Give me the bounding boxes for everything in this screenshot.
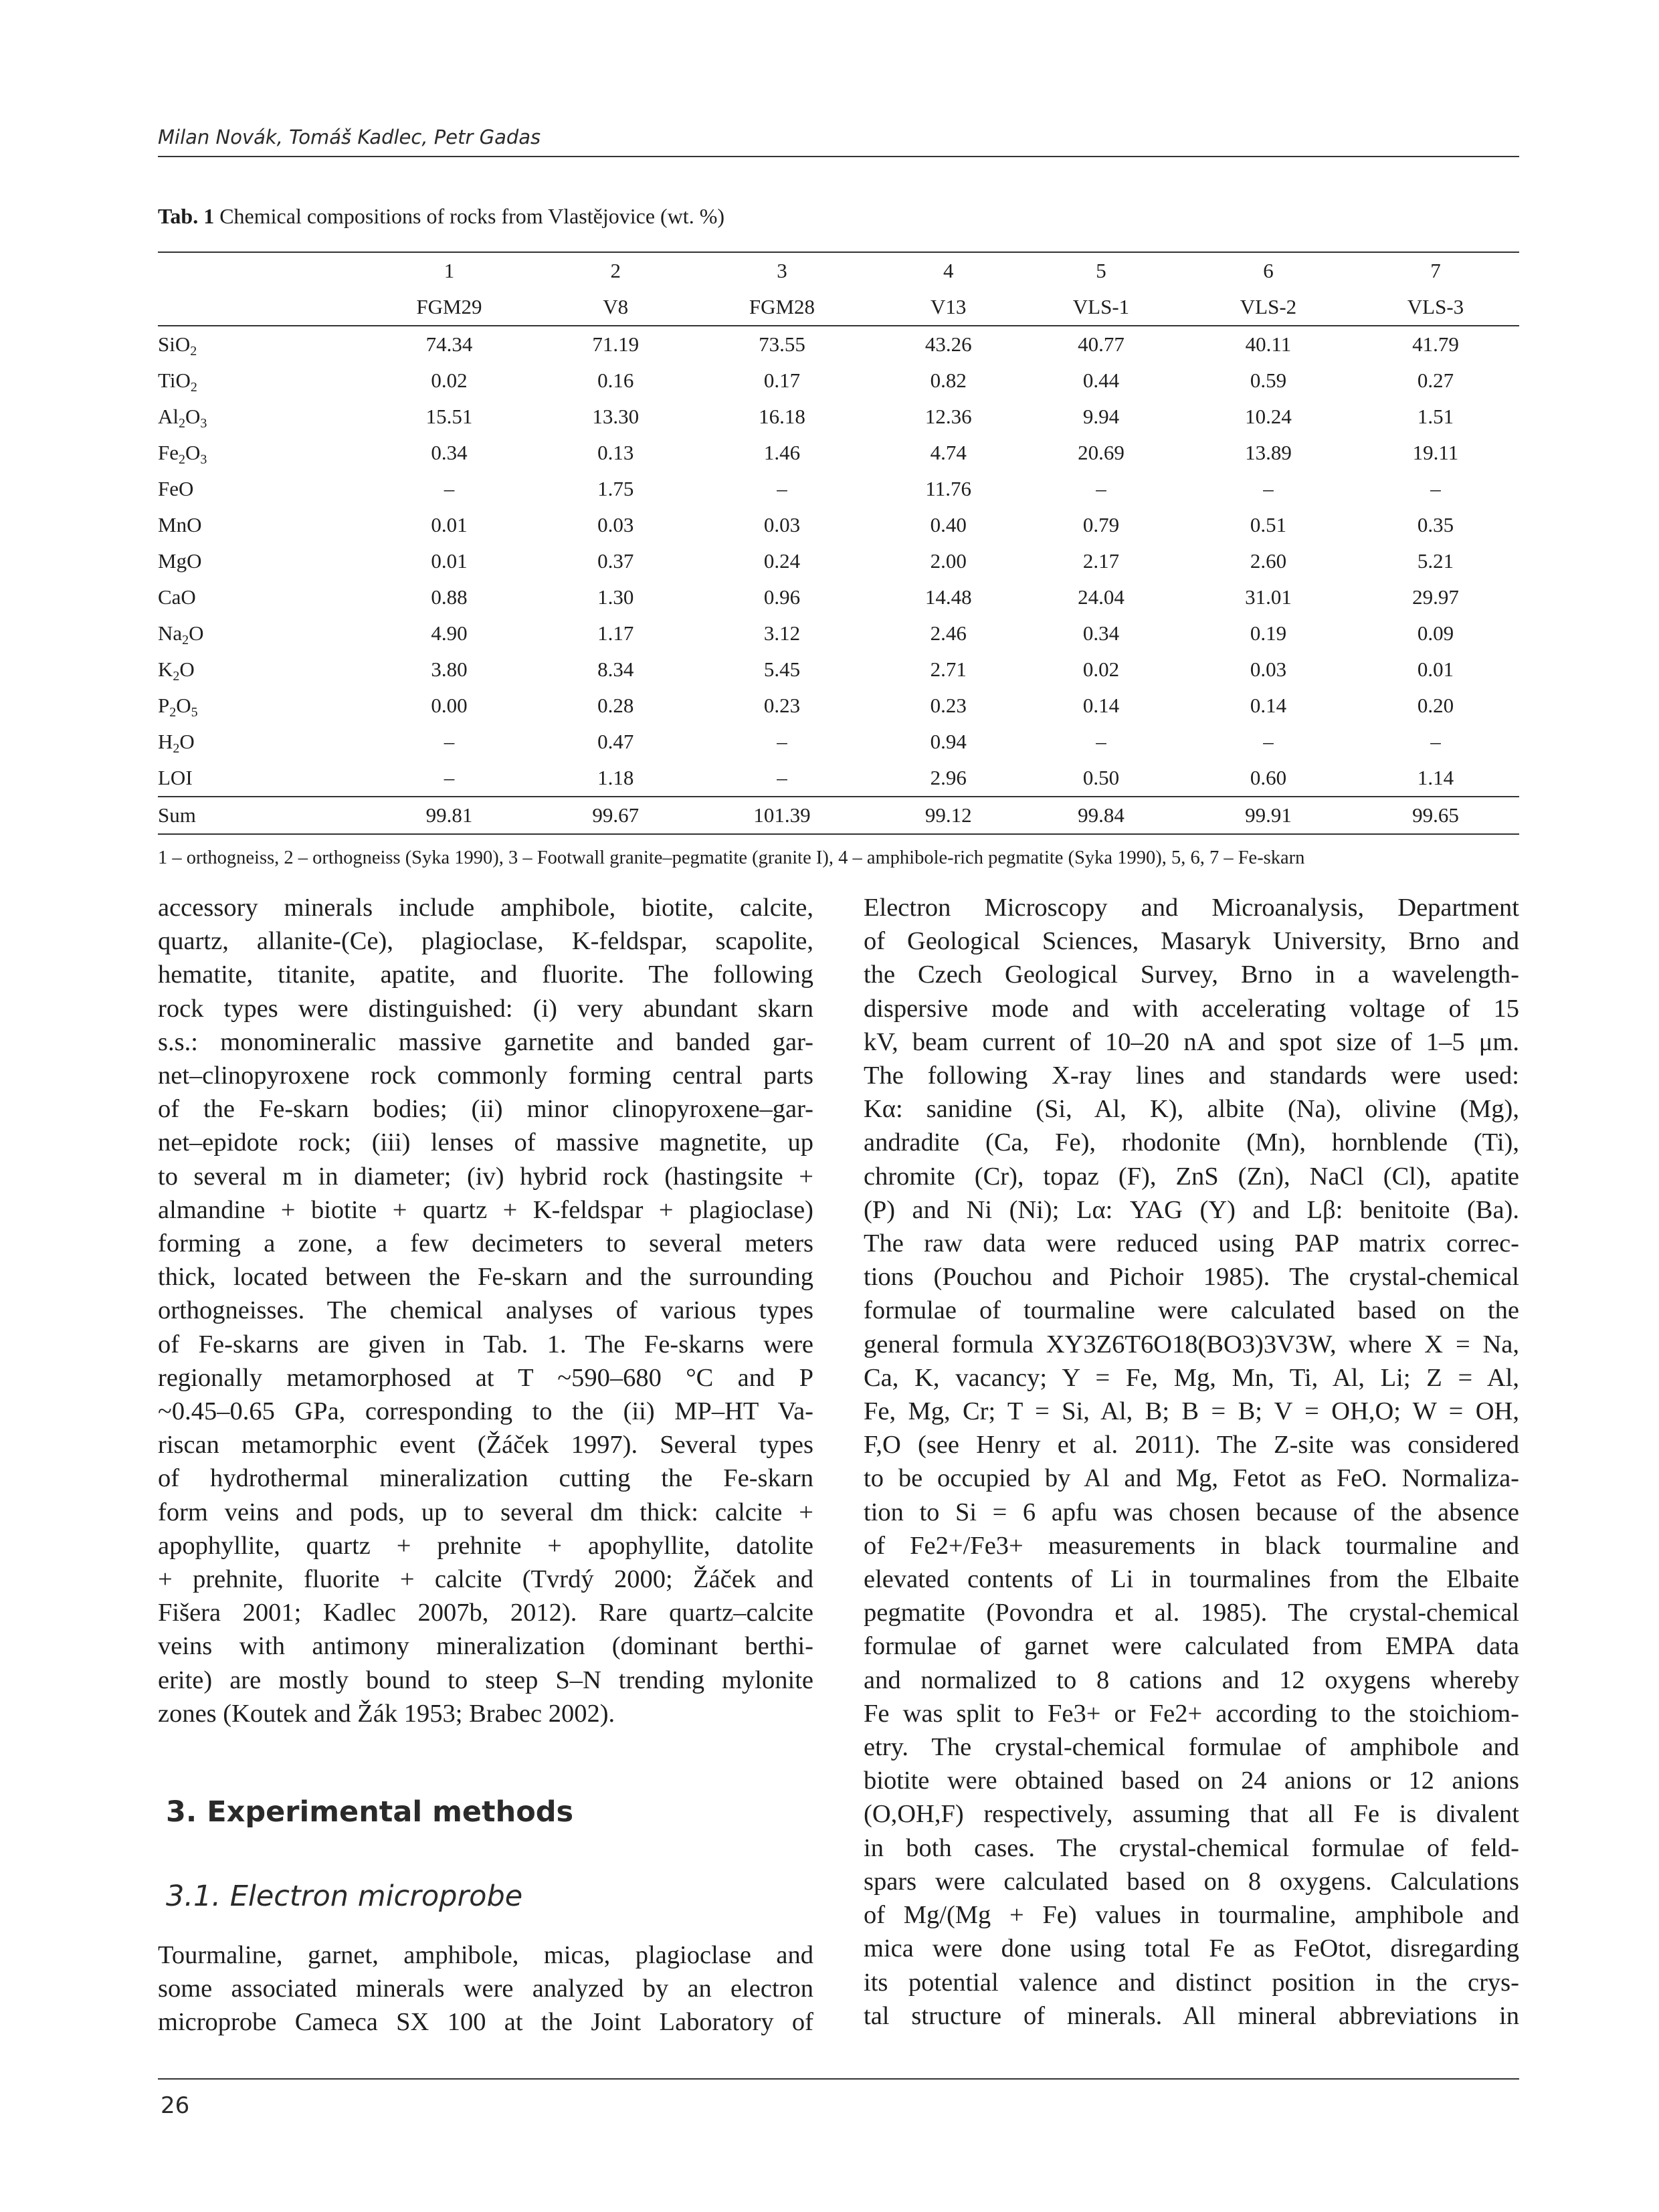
text-line: of hydrothermal mineralization cutting the Fe-skarn [158,1464,813,1493]
table-cell: 0.01 [431,549,468,573]
table-cell: 5.21 [1417,549,1454,573]
text-line: hematite, titanite, apatite, and fluorite. The following [158,961,813,989]
table-cell: 0.79 [1082,513,1120,536]
table-cell: 99.65 [1412,803,1459,827]
column-sample: VLS-2 [1240,295,1297,318]
text-line: apophyllite, quartz + prehnite + apophyllite, datolite [158,1531,813,1560]
text-line: thick, located between the Fe-skarn and the surrounding [158,1263,813,1292]
text-line: of Mg/(Mg + Fe) values in tourmaline, amphibole and [864,1901,1519,1930]
table-header-numbers [158,252,1519,289]
table-row [158,760,1519,797]
text-line: Kα: sanidine (Si, Al, K), albite (Na), olivine (Mg), [864,1095,1519,1124]
text-line: chromite (Cr), topaz (F), ZnS (Zn), NaCl (Cl), apatite [864,1162,1519,1191]
oxide-label: MnO [158,513,202,536]
table-row [158,724,1519,760]
table-cell: – [444,766,455,789]
table-cell: 0.03 [763,513,801,536]
oxide-label: SiO$_2$ [158,332,197,359]
oxide-label: TiO$_2$ [158,369,197,395]
text-line: riscan metamorphic event (Žáček 1997). Several types [158,1431,813,1460]
table-cell: 5.45 [763,658,801,681]
text-line: of Geological Sciences, Masaryk University, Brno and [864,927,1519,956]
table-footnote: 1 – orthogneiss, 2 – orthogneiss (Syka 1990), 3 – Footwall granite–pegmatite (granite I), 4 – amphibole-rich pegmatite (Syka 1990), 5, 6, 7 – Fe-skarn [158,847,1305,868]
table-cell: 99.91 [1245,803,1292,827]
text-line: rock types were distinguished: (i) very abundant skarn [158,994,813,1023]
oxide-label: MgO [158,549,202,573]
table-caption [158,204,724,229]
text-line: net–clinopyroxene rock commonly forming central parts [158,1062,813,1090]
table-cell: 0.19 [1250,621,1287,645]
table-cell: 0.60 [1250,766,1287,789]
table-cell: 99.67 [592,803,640,827]
column-sample: V13 [931,295,967,318]
table-cell: – [1263,477,1274,500]
table-cell: 74.34 [425,332,473,356]
text-line: veins with antimony mineralization (dominant berthi- [158,1632,813,1661]
text-line: quartz, allanite-(Ce), plagioclase, K-feldspar, scapolite, [158,927,813,956]
footer-rule [158,2078,1519,2080]
table-cell: – [777,766,787,789]
text-line: spars were calculated based on 8 oxygens. Calculations [864,1867,1519,1896]
running-head: Milan Novák, Tomáš Kadlec, Petr Gadas [158,126,541,148]
table-row [158,507,1519,543]
column-sample: VLS-1 [1072,295,1130,318]
oxide-label: $Fe_2O_3$ [158,441,207,467]
table-cell: 0.20 [1417,694,1454,717]
text-line: Tourmaline, garnet, amphibole, micas, plagioclase and [158,1941,813,1969]
table-cell: 0.17 [763,369,801,392]
oxide-label: $Na_2O$ [158,621,204,647]
table-caption-text: Chemical compositions of rocks from Vlastějovice (wt. %) [219,204,724,228]
table-row [158,363,1519,399]
column-number: 2 [610,259,621,282]
text-line: its potential valence and distinct position in the crys- [864,1968,1519,1997]
table-cell: 2.46 [930,621,967,645]
table-cell: 20.69 [1078,441,1125,464]
text-line: almandine + biotite + quartz + K-feldspar + plagioclase) [158,1195,813,1224]
text-line: and normalized to 8 cations and 12 oxygens whereby [864,1666,1519,1694]
table-cell: 0.14 [1250,694,1287,717]
table-cell: 1.30 [597,585,634,609]
text-line: tal structure of minerals. All mineral abbreviations in [864,2001,1519,2030]
table-cell: 2.17 [1082,549,1120,573]
text-line: formulae of garnet were calculated from EMPA data [864,1632,1519,1661]
text-line: the Czech Geological Survey, Brno in a wavelength- [864,961,1519,989]
table-row [158,579,1519,615]
table-cell: – [444,730,455,753]
table-cell: – [1096,730,1106,753]
chemical-composition-table [158,252,1519,835]
table-cell: 0.94 [930,730,967,753]
table-cell: 0.44 [1082,369,1120,392]
table-cell: 0.47 [597,730,634,753]
table-cell: 0.96 [763,585,801,609]
table-cell: 0.23 [930,694,967,717]
oxide-label: CaO [158,585,196,609]
table-cell: 0.03 [597,513,634,536]
text-line: to several m in diameter; (iv) hybrid rock (hastingsite + [158,1162,813,1191]
table-cell: 0.51 [1250,513,1287,536]
header-rule [158,156,1519,157]
table-cell: 2.71 [930,658,967,681]
oxide-label: Sum [158,803,196,827]
table-header-samples [158,289,1519,326]
table-cell: 0.16 [597,369,634,392]
text-line: The raw data were reduced using PAP matrix correc- [864,1229,1519,1258]
table-cell: 24.04 [1078,585,1125,609]
text-line: tion to Si = 6 apfu was chosen because of the absence [864,1498,1519,1526]
table-cell: 1.75 [597,477,634,500]
text-line: tions (Pouchou and Pichoir 1985). The crystal-chemical [864,1263,1519,1292]
table-cell: 99.81 [425,803,473,827]
text-line: net–epidote rock; (iii) lenses of massive magnetite, up [158,1128,813,1157]
text-line: Ca, K, vacancy; Y = Fe, Mg, Mn, Ti, Al, Li; Z = Al, [864,1363,1519,1392]
text-line: (O,OH,F) respectively, assuming that all Fe is divalent [864,1800,1519,1829]
table-body [158,326,1519,834]
table-cell: – [777,477,787,500]
text-line: to be occupied by Al and Mg, Fetot as FeO. Normaliza- [864,1464,1519,1493]
table-cell: 14.48 [924,585,972,609]
table-cell: 13.89 [1245,441,1292,464]
table-cell: 0.02 [1082,658,1120,681]
text-line: orthogneisses. The chemical analyses of various types [158,1296,813,1325]
table-cell: – [1263,730,1274,753]
text-line: ~0.45–0.65 GPa, corresponding to the (ii) MP–HT Va- [158,1397,813,1426]
left-text-column [158,891,813,1730]
table-cell: 99.84 [1078,803,1125,827]
table-row [158,688,1519,724]
table-row [158,651,1519,688]
table-row [158,326,1519,363]
text-line: biotite were obtained based on 24 anions or 12 anions [864,1767,1519,1795]
table-header-corner [158,289,352,326]
table-cell: 0.59 [1250,369,1287,392]
table-cell: – [777,730,787,753]
text-line: Electron Microscopy and Microanalysis, Department [864,894,1519,922]
table-row [158,543,1519,579]
left-bottom-text [158,1938,813,2039]
table-cell: 99.12 [924,803,972,827]
table-row [158,615,1519,651]
text-line: F,O (see Henry et al. 2011). The Z-site was considered [864,1431,1519,1460]
table-cell: – [1430,477,1441,500]
table-cell: 8.34 [597,658,634,681]
table-cell: 12.36 [924,405,972,428]
text-line: The following X-ray lines and standards were used: [864,1062,1519,1090]
text-line: erite) are mostly bound to steep S–N trending mylonite [158,1666,813,1694]
table-cell: – [1096,477,1106,500]
table-cell: 15.51 [425,405,473,428]
column-sample: V8 [603,295,629,318]
text-line: + prehnite, fluorite + calcite (Tvrdý 2000; Žáček and [158,1565,813,1594]
column-number: 1 [444,259,455,282]
table-cell: 19.11 [1412,441,1459,464]
page-number: 26 [161,2092,190,2119]
table-cell: 16.18 [759,405,805,428]
table-cell: 0.01 [431,513,468,536]
table-cell: 2.60 [1250,549,1287,573]
table-row [158,471,1519,507]
table-cell: 0.28 [597,694,634,717]
column-sample: FGM28 [749,295,815,318]
text-line: s.s.: monomineralic massive garnetite and banded gar- [158,1027,813,1056]
column-number: 3 [777,259,787,282]
text-line: zones (Koutek and Žák 1953; Brabec 2002). [158,1699,615,1728]
table-cell: 0.09 [1417,621,1454,645]
text-line: andradite (Ca, Fe), rhodonite (Mn), hornblende (Ti), [864,1128,1519,1157]
table-cell: 0.23 [763,694,801,717]
table-cell: 3.80 [431,658,468,681]
text-line: dispersive mode and with accelerating voltage of 15 [864,994,1519,1023]
subsection-heading: 3.1. Electron microprobe [166,1880,523,1913]
column-number: 4 [943,259,954,282]
table-cell: 43.26 [924,332,972,356]
table-cell: 1.14 [1417,766,1454,789]
table-cell: 0.40 [930,513,967,536]
text-line: regionally metamorphosed at T ~590–680 °C and P [158,1363,813,1392]
table-row [158,435,1519,471]
table-cell: 40.11 [1245,332,1292,356]
table-cell: 40.77 [1078,332,1125,356]
right-text-column [864,891,1519,2033]
oxide-label: $K_2O$ [158,658,195,684]
table-cell: 0.13 [597,441,634,464]
table-cell: 0.50 [1082,766,1120,789]
table-cell: – [1430,730,1441,753]
table-cell: 0.34 [1082,621,1120,645]
table-cell: 1.51 [1417,405,1454,428]
table-header-corner [158,252,352,289]
table-cell: 10.24 [1245,405,1292,428]
column-number: 6 [1263,259,1274,282]
table-cell: – [444,477,455,500]
text-line: (P) and Ni (Ni); Lα: YAG (Y) and Lβ: benitoite (Ba). [864,1195,1519,1224]
table-cell: 1.18 [597,766,634,789]
table-cell: 73.55 [759,332,805,356]
table-cell: 0.00 [431,694,468,717]
table-cell: 1.17 [597,621,634,645]
text-line: form veins and pods, up to several dm thick: calcite + [158,1498,813,1526]
table-cell: 11.76 [925,477,971,500]
text-line: forming a zone, a few decimeters to several meters [158,1229,813,1258]
text-line: Fišera 2001; Kadlec 2007b, 2012). Rare quartz–calcite [158,1599,813,1627]
text-line: kV, beam current of 10–20 nA and spot size of 1–5 μm. [864,1027,1519,1056]
text-line: some associated minerals were analyzed by an electron [158,1975,813,2003]
table-cell: 9.94 [1082,405,1120,428]
table-cell: 2.96 [930,766,967,789]
table-row [158,399,1519,435]
table-cell: 0.35 [1417,513,1454,536]
text-line: of the Fe-skarn bodies; (ii) minor clinopyroxene–gar- [158,1095,813,1124]
table-cell: 4.90 [431,621,468,645]
text-line: general formula XY3Z6T6O18(BO3)3V3W, where X = Na, [864,1330,1519,1359]
oxide-label: FeO [158,477,194,500]
text-line: of Fe-skarns are given in Tab. 1. The Fe-skarns were [158,1330,813,1359]
column-number: 7 [1430,259,1441,282]
table-cell: 0.01 [1417,658,1454,681]
table-cell: 0.82 [930,369,967,392]
table-cell: 0.27 [1417,369,1454,392]
table-cell: 0.24 [763,549,801,573]
text-line: mica were done using total Fe as FeOtot, disregarding [864,1934,1519,1963]
oxide-label: $Al_2O_3$ [158,405,207,431]
text-line: etry. The crystal-chemical formulae of amphibole and [864,1733,1519,1762]
table-cell: 0.37 [597,549,634,573]
text-line: in both cases. The crystal-chemical formulae of feld- [864,1833,1519,1862]
text-line: formulae of tourmaline were calculated based on the [864,1296,1519,1325]
table-row [158,797,1519,834]
table-cell: 1.46 [763,441,801,464]
oxide-label: LOI [158,766,193,789]
text-line: microprobe Cameca SX 100 at the Joint Laboratory of [158,2008,813,2037]
table-cell: 29.97 [1412,585,1459,609]
table-caption-label: Tab. 1 [158,204,215,228]
text-line: Fe, Mg, Cr; T = Si, Al, B; B = B; V = OH,O; W = OH, [864,1397,1519,1426]
table-cell: 2.00 [930,549,967,573]
table-cell: 13.30 [592,405,640,428]
table-cell: 41.79 [1412,332,1459,356]
section-heading: 3. Experimental methods [166,1795,574,1829]
text-line: accessory minerals include amphibole, biotite, calcite, [158,894,813,922]
table-cell: 31.01 [1245,585,1292,609]
column-sample: VLS-3 [1407,295,1464,318]
column-number: 5 [1096,259,1106,282]
table-cell: 0.34 [431,441,468,464]
text-line: pegmatite (Povondra et al. 1985). The crystal-chemical [864,1599,1519,1627]
table-cell: 4.74 [930,441,967,464]
table-cell: 0.88 [431,585,468,609]
table-cell: 0.02 [431,369,468,392]
text-line: Fe was split to Fe3+ or Fe2+ according to the stoichiom- [864,1699,1519,1728]
column-sample: FGM29 [416,295,482,318]
table-cell: 3.12 [763,621,801,645]
table-cell: 0.03 [1250,658,1287,681]
table-cell: 101.39 [753,803,811,827]
oxide-label: $P_2O_5$ [158,694,198,720]
oxide-label: $H_2O$ [158,730,195,756]
text-line: elevated contents of Li in tourmalines from the Elbaite [864,1565,1519,1594]
text-line: of Fe2+/Fe3+ measurements in black tourmaline and [864,1531,1519,1560]
table-cell: 71.19 [592,332,640,356]
table-cell: 0.14 [1082,694,1120,717]
